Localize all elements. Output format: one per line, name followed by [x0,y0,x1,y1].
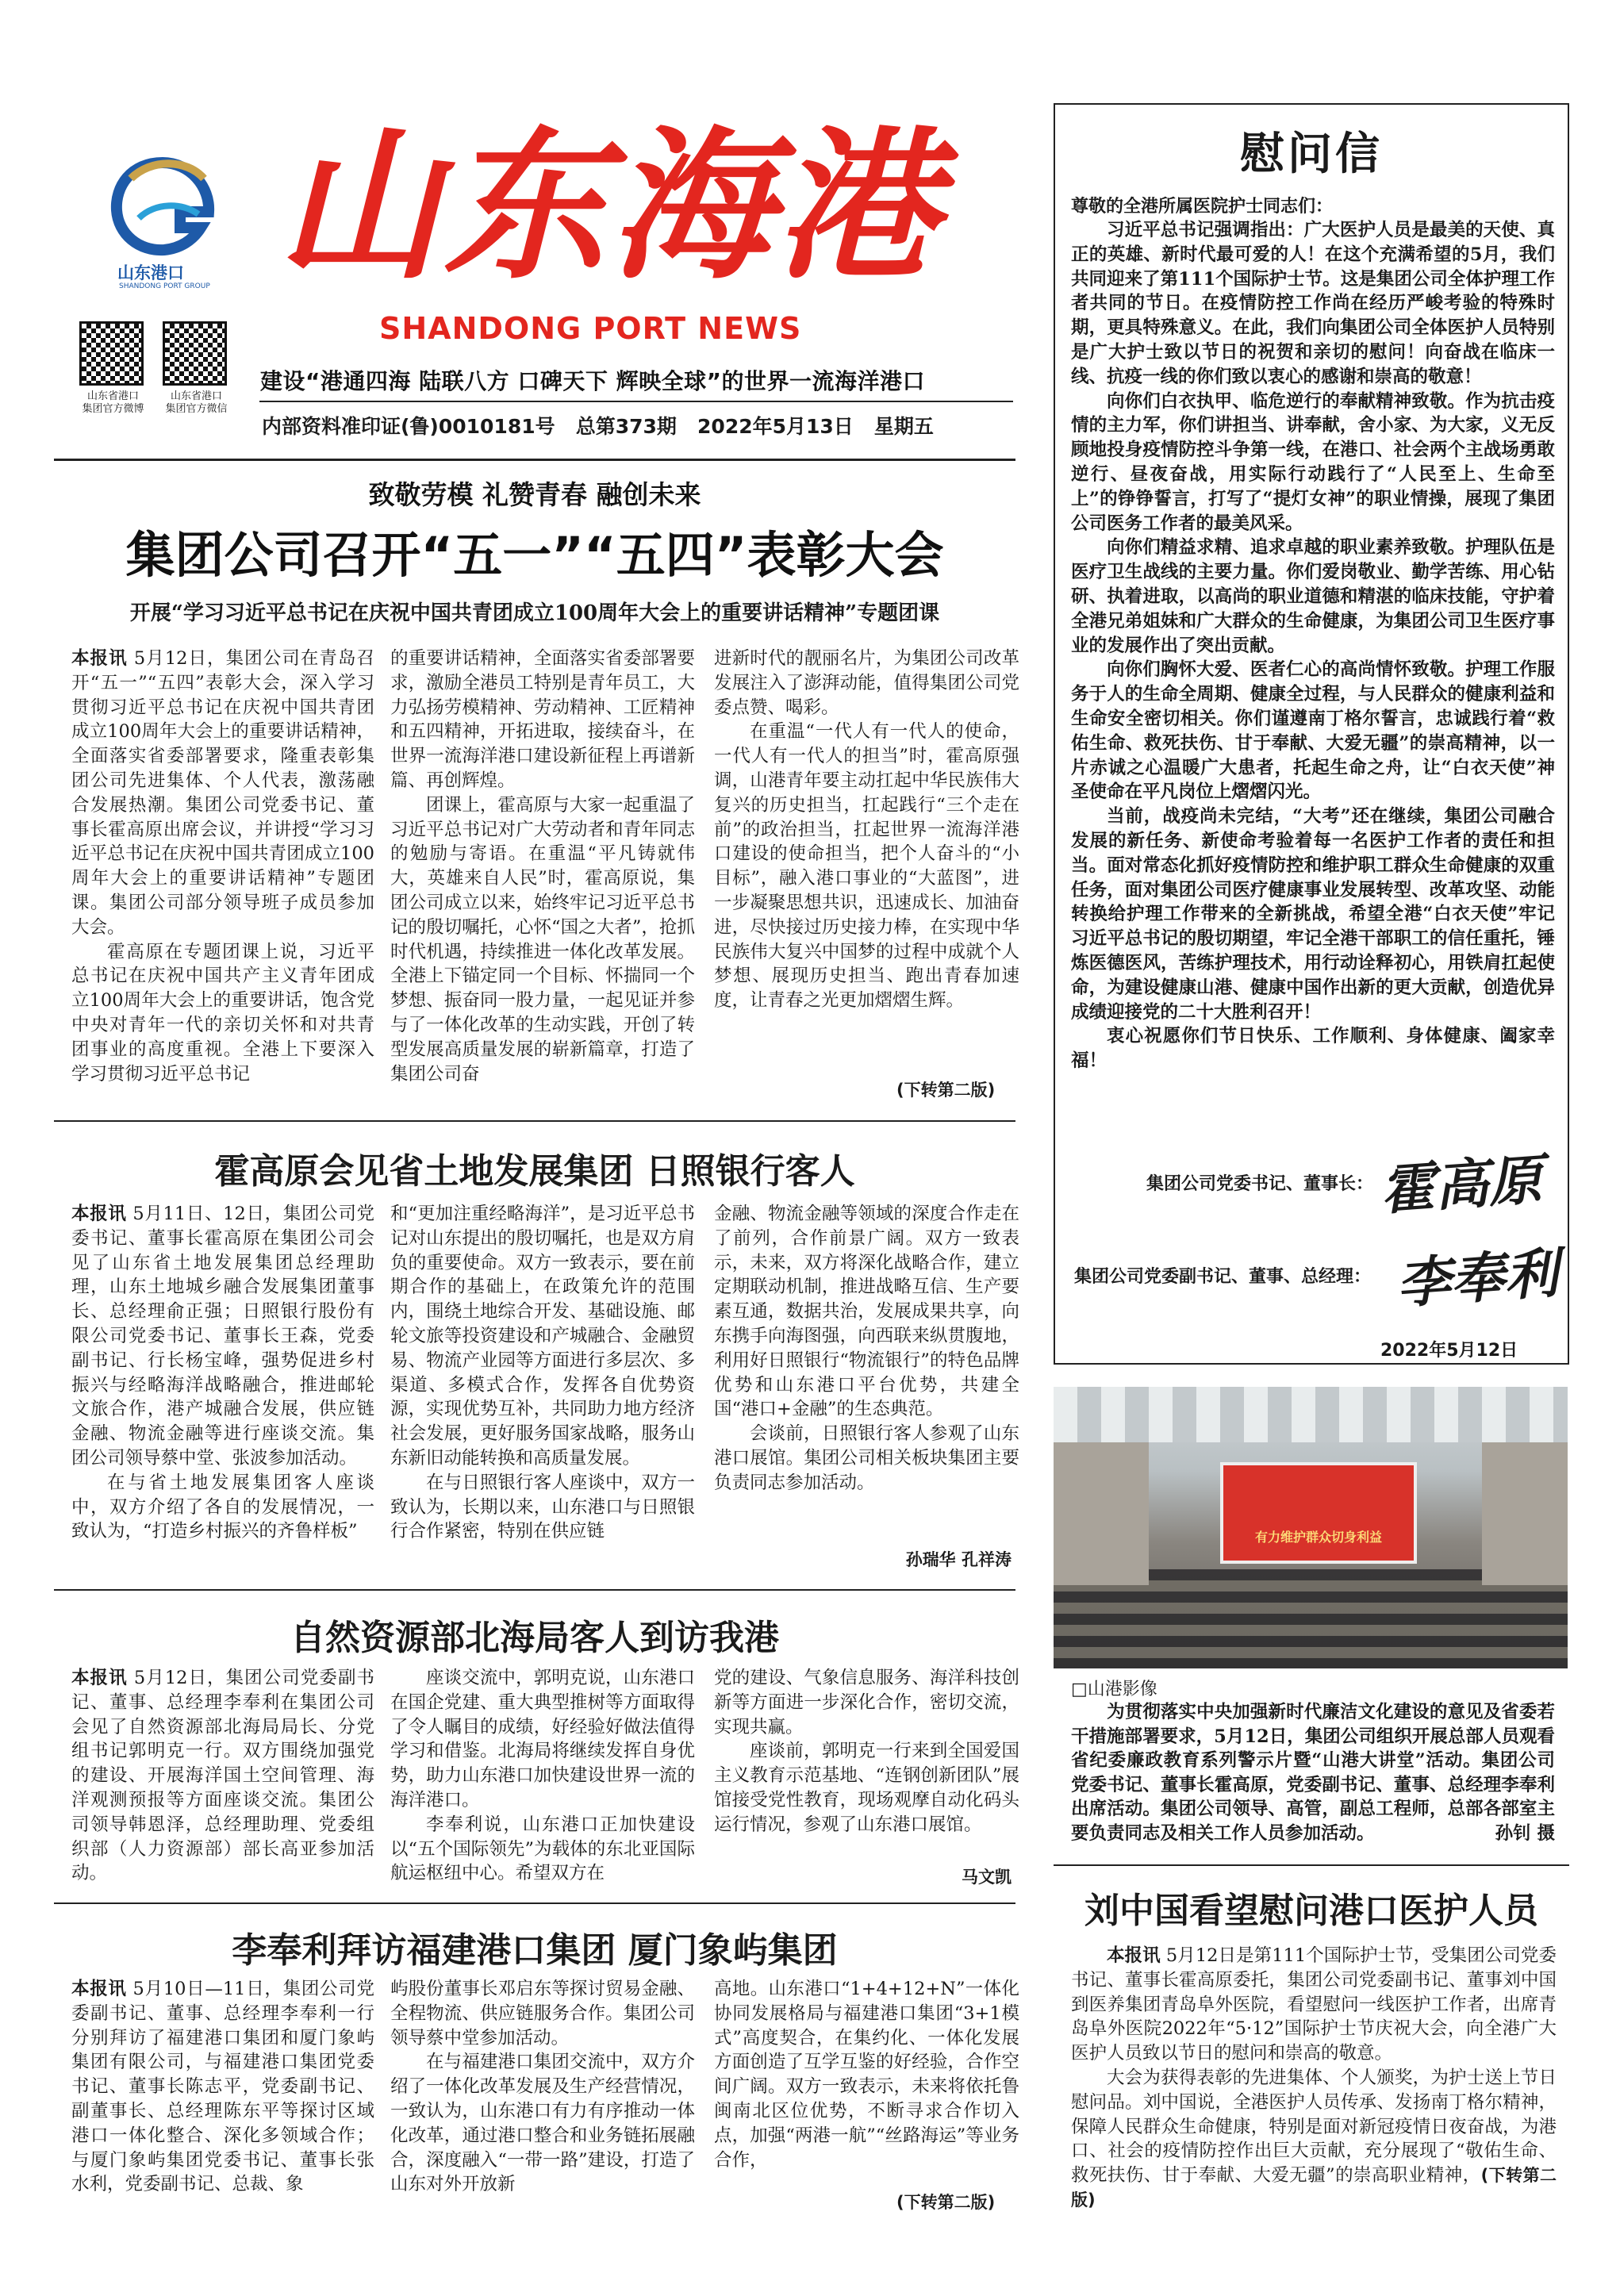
article3-col3: 党的建设、气象信息服务、海洋科技创新等方面进一步深化合作，密切交流，实现共赢。 座谈前，郭明克一行来到全国爱国主义教育示范基地、“连钢创新团队”展馆接受党性教育，现场观摩自动化码头运行情况，参观了山东港口展馆。 [714,1668,1019,1835]
qr2-caption: 山东省港口 集团官方微信 [165,390,228,415]
article4-headline: 李奉利拜访福建港口集团 厦门象屿集团 [232,1930,838,1971]
article3-col1: 本报讯 5月12日，集团公司党委副书记、董事、总经理李奉利在集团公司会见了自然资源部北海局局长、分党组书记郭明克一行。双方围绕加强党的建设、开展海洋国土空间管理、海洋观测预报等方面座谈交流。集团公司领导韩恩泽，总经理助理、党委组织部（人力资源部）部长高亚参加活动。 [71,1668,374,1884]
masthead-title: 山东海港 [278,111,941,301]
news-tag: 本报讯 [71,648,128,669]
article5-continued-link[interactable]: (下转第二版) [1071,2166,1557,2210]
article2-col2: 和“更加注重经略海洋”，是习近平总书记对山东提出的殷切嘱托，也是双方肩负的重要使命。双方一致表示，要在前期合作的基础上，在政策允许的范围内，围绕土地综合开发、基础设施、邮轮文旅等投资建设和产城融合、金融贸易、物流产业园等方面进行多层次、多渠道、多模式合作，发挥各自优势资源，实现优势互补，共同助力地方经济社会发展，更好服务国家战略，服务山东新旧动能转换和高质量发展。 在与日照银行客人座谈中，双方一致认为，长期以来，山东港口与日照银行合作紧密，特别在供应链 [390,1204,695,1542]
qr1-caption: 山东省港口 集团官方微博 [82,390,144,415]
lead-col1: 本报讯 5月12日，集团公司在青岛召开“五一”“五四”表彰大会，深入学习贯彻习近平总书记在庆祝中国共青团成立100周年大会上的重要讲话精神，全面落实省委部署要求，隆重表彰集团公司先进集体、个人代表，激荡融合发展热潮。集团公司党委书记、董事长霍高原出席会议，并讲授“学习习近平总书记在庆祝中国共青团成立100周年大会上的重要讲话精神”专题团课。集团公司部分领导班子成员参加大会。 霍高原在专题团课上说，习近平总书记在庆祝中国共产主义青年团成立100周年大会上的重要讲话，饱含党中央对青年一代的亲切关怀和对共青团事业的高度重视。全港上下要深入学习贯彻习近平总书记 [71,648,374,1085]
signer1-title: 集团公司党委书记、董事长： [1146,1174,1374,1194]
article2-author: 孙瑞华 孔祥涛 [905,1550,1012,1569]
lead-kicker: 致敬劳模 礼赞青春 融创未来 [368,479,701,510]
article2-col1: 本报讯 5月11日、12日，集团公司党委书记、董事长霍高原在集团公司会见了山东省土地发展集团总经理助理，山东土地城乡融合发展集团董事长、总经理俞正强；日照银行股份有限公司党委书记、董事长王森，党委副书记、行长杨宝峰，强势促进乡村振兴与经略海洋战略融合，推进邮轮文旅合作，港产城融合发展，供应链金融、物流金融等进行座谈交流。集团公司领导蔡中堂、张波参加活动。 在与省土地发展集团客人座谈中，双方介绍了各自的发展情况，一致认为，“打造乡村振兴的齐鲁样板” [71,1204,374,1542]
photo-caption-title: □山港影像 [1071,1680,1157,1699]
masthead [0,0,1031,476]
lead-col3: 进新时代的靓丽名片，为集团公司改革发展注入了澎湃动能，值得集团公司党委点赞、喝彩。 在重温“一代人有一代人的使命，一代人有一代人的担当”时，霍高原强调，山港青年要主动扛起中华民族伟大复兴的历史担当，扛起践行“三个走在前”的政治担当，扛起世界一流海洋港口建设的使命担当，把个人奋斗的“小目标”，融入港口事业的“大蓝图”，进一步凝聚思想共识，迅速成长、加油奋进，尽快接过历史接力棒，在实现中华民族伟大复兴中国梦的过程中成就个人梦想、展现历史担当、跑出青春加速度，让青春之光更加熠熠生辉。 [714,648,1019,1012]
wall-panel-left [1054,1442,1149,1585]
article5-body: 本报讯 5月12日是第111个国际护士节，受集团公司党委书记、董事长霍高原委托，集团公司党委副书记、董事刘中国到医养集团青岛阜外医院，看望慰问一线医护工作者，出席青岛阜外医院2022年“5·12”国际护士节庆祝大会，向全港广大医护人员致以节日的慰问和崇高的敬意。 大会为获得表彰的先进集体、个人颁奖，为护士送上节日慰问品。刘中国说，全港医护人员传承、发扬南丁格尔精神，保障人民群众生命健康，特别是面对新冠疫情日夜奋战，为港口、社会的疫情防控作出巨大贡献，充分展现了“敬佑生命、救死扶伤、甘于奉献、大爱无疆”的崇高职业精神，(下转第二版) [1071,1945,1557,2210]
masthead-title-en: SHANDONG PORT NEWS [379,311,802,346]
letter-date: 2022年5月12日 [1380,1341,1518,1361]
signer1-signature: 霍高原 [1378,1147,1545,1223]
lead-continued-link[interactable]: (下转第二版) [896,1081,996,1100]
article3-col2: 座谈交流中，郭明克说，山东港口在国企党建、重大典型推树等方面取得了令人瞩目的成绩，好经验好做法值得学习和借鉴。北海局将继续发挥自身优势，助力山东港口加快建设世界一流的海洋港口。 李奉利说，山东港口正加快建设以“五个国际领先”为载体的东北亚国际航运枢纽中心。希望双方在 [390,1668,695,1884]
letter-title: 慰问信 [1240,128,1383,180]
article3-author: 马文凯 [962,1868,1012,1887]
article4-col1: 本报讯 5月10日—11日，集团公司党委副书记、董事、总经理李奉利一行分别拜访了福建港口集团和厦门象屿集团有限公司，与福建港口集团党委书记、董事长陈志平，党委副书记、副董事长、总经理陈东平等探讨区域港口一体化整合、深化多领域合作；与厦门象屿集团党委书记、董事长张水利，党委副书记、总裁、象 [71,1979,374,2195]
section-rule-right [1054,1864,1569,1866]
screen-banner-text: 有力维护群众切身利益 [1254,1530,1382,1545]
letter-body: 习近平总书记强调指出：广大医护人员是最美的天使、真正的英雄、新时代最可爱的人！在这个充满希望的5月，我们共同迎来了第111个国际护士节。这是集团公司全体护理工作者共同的节日。在疫情防控工作尚在经历严峻考验的特殊时期，更具特殊意义。在此，我们向集团公司全体医护人员特别是广大护士致以节日的祝贺和亲切的慰问！向奋战在临床一线、抗疫一线的你们致以衷心的感谢和崇高的敬意！ 向你们白衣执甲、临危逆行的奉献精神致敬。作为抗击疫情的主力军，你们讲担当、讲奉献，舍小家、为大家，义无反顾地投身疫情防控斗争第一线，在港口、社会两个主战场勇敢逆行、昼夜奋战，用实际行动践行了“人民至上、生命至上”的铮铮誓言，打写了“提灯女神”的职业情操，展现了集团公司医务工作者的最美风采。 向你们精益求精、追求卓越的职业素养致敬。护理队伍是医疗卫生战线的主要力量。你们爱岗敬业、勤学苦练、用心钻研、执着进取，以高尚的职业道德和精湛的临床技能，守护着全港兄弟姐妹和广大群众的生命健康，为集团公司卫生医疗事业的发展作出了突出贡献。 向你们胸怀大爱、医者仁心的高尚情怀致敬。护理工作服务于人的生命全周期、健康全过程，与人民群众的健康利益和生命安全密切相关。你们谨遵南丁格尔誓言，忠诚践行着“救佑生命、救死扶伤、甘于奉献、大爱无疆”的崇高精神，以一片赤诚之心温暖广大患者，托起生命之舟，让“白衣天使”神圣使命在平凡岗位上熠熠闪光。 当前，战疫尚未完结，“大考”还在继续，集团公司融合发展的新任务、新使命考验着每一名医护工作者的责任和担当。面对常态化抓好疫情防控和维护职工群众生命健康的双重任务，面对集团公司医疗健康事业发展转型、改革攻坚、动能转换给护理工作带来的全新挑战，希望全港“白衣天使”牢记习近平总书记的殷切期望，牢记全港干部职工的信任重托，锤炼医德医风，苦练护理技术，用行动诠释初心，用铁肩扛起使命，为建设健康山港、健康中国作出新的更大贡献，创造优异成绩迎接党的二十大胜利召开！ 衷心祝愿你们节日快乐、工作顺利、身体健康、阖家幸福！ [1071,220,1555,1072]
signer2-title: 集团公司党委副书记、董事、总经理： [1074,1267,1372,1287]
lead-headline: 集团公司召开“五一”“五四”表彰大会 [125,526,944,584]
ceiling-lights [1054,1387,1568,1442]
signer2-signature: 李奉利 [1394,1241,1560,1317]
article2-col3: 金融、物流金融等领域的深度合作走在了前列，合作前景广阔。双方一致表示，未来，双方将深化战略合作，建立定期联动机制，推进战略互信、生产要素互通，数据共治，发展成果共享，向东携手向海图强，向西联来纵贯腹地，利用好日照银行“物流银行”的特色品牌优势和山东港口平台优势，共建全国“港口+金融”的生态典范。 会谈前，日照银行客人参观了山东港口展馆。集团公司相关板块集团主要负责同志参加活动。 [714,1204,1019,1493]
wall-panel-right [1482,1442,1568,1585]
logo-caption: 山东港口 [117,263,184,282]
photo-credit: 孙钊 摄 [1495,1822,1555,1844]
section-rule-1 [54,1120,1015,1122]
weibo-qr-code [79,321,144,386]
logo-caption-en: SHANDONG PORT GROUP [119,282,210,290]
article3-headline: 自然资源部北海局客人到访我港 [290,1618,779,1658]
masthead-bottom-rule [54,459,1015,461]
article2-headline: 霍高原会见省土地发展集团 日照银行客人 [214,1151,855,1192]
lead-subhead: 开展“学习习近平总书记在庆祝中国共青团成立100周年大会上的重要讲话精神”专题团课 [129,601,940,625]
issue-line: 内部资料准印证(鲁)0010181号 总第373期 2022年5月13日 星期五 [262,415,934,438]
section-rule-3 [54,1902,1015,1904]
article4-continued-link[interactable]: (下转第二版) [896,2193,996,2212]
shandong-port-logo-icon [107,155,218,262]
lead-col2: 的重要讲话精神，全面落实省委部署要求，激励全港员工特别是青年员工，大力弘扬劳模精神、劳动精神、工匠精神和五四精神，开拓进取，接续奋斗，在世界一流海洋港口建设新征程上再谱新篇、再创辉煌。 团课上，霍高原与大家一起重温了习近平总书记对广大劳动者和青年同志的勉励与寄语。在重温“平凡铸就伟大，英雄来自人民”时，霍高原说，集团公司成立以来，始终牢记习近平总书记的殷切嘱托，心怀“国之大者”，抢抓时代机遇，持续推进一体化改革发展。全港上下锚定同一个目标、怀揣同一个梦想、振奋同一股力量，一起见证并参与了一体化改革的生动实践，开创了转型发展高质量发展的崭新篇章，打造了集团公司奋 [390,648,695,1085]
article4-col2: 屿股份董事长邓启东等探讨贸易金融、全程物流、供应链服务合作。集团公司领导蔡中堂参加活动。 在与福建港口集团交流中，双方介绍了一体化改革发展及生产经营情况，一致认为，山东港口有力有序推动一体化改革，通过港口整合和业务链拓展融合，深度融入“一带一路”建设，打造了山东对外开放新 [390,1979,695,2195]
photo-caption: 为贯彻落实中央加强新时代廉洁文化建设的意见及省委若干措施部署要求，5月12日，集团公司组织开展总部人员观看省纪委廉政教育系列警示片暨“山港大讲堂”活动。集团公司党委书记、董事长霍高原，党委副书记、董事、总经理李奉利出席活动。集团公司领导、高管，副总工程师，总部各部室主要负责同志及相关工作人员参加活动。 孙钊 摄 [1071,1700,1555,1845]
wechat-qr-code [163,321,227,386]
masthead-slogan: 建设“港通四海 陆联八方 口碑天下 辉映全球”的世界一流海洋港口 [260,368,926,394]
letter-salutation: 尊敬的全港所属医院护士同志们： [1071,197,1334,217]
article5-headline: 刘中国看望慰问港口医护人员 [1084,1891,1538,1931]
section-rule-2 [54,1589,1015,1591]
projection-screen [1220,1462,1417,1564]
masthead-rule [259,401,1013,402]
meeting-photo [1054,1387,1568,1668]
article4-col3: 高地。山东港口“1+4+12+N”一体化协同发展格局与福建港口集团“3+1模式”高度契合，在集约化、一体化发展方面创造了互学互鉴的好经验，合作空间广阔。双方一致表示，未来将依托鲁闽南北区位优势，不断寻求合作切入点，加强“两港一航”“丝路海运”等业务合作， [714,1979,1019,2171]
